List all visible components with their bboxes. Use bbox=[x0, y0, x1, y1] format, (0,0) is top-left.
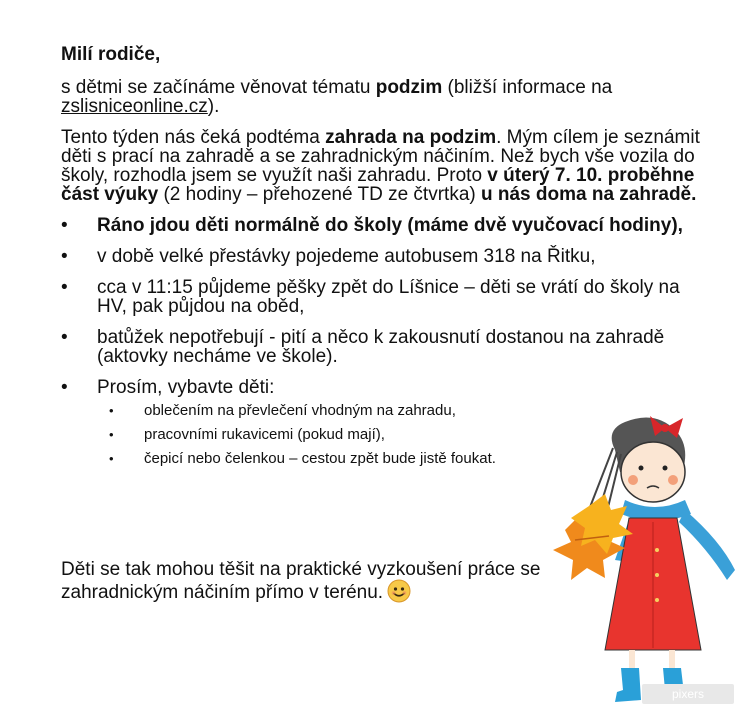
week-text-3: (2 hodiny – přehozené TD ze čtvrtka) bbox=[158, 184, 481, 205]
intro-text-3: ). bbox=[207, 96, 220, 117]
list-item bbox=[61, 216, 701, 235]
sub-list-item: • oblečením na převlečení vhodným na zahradu, bbox=[97, 403, 701, 419]
greeting: Milí rodiče, bbox=[61, 44, 161, 65]
smiley-face-icon bbox=[387, 579, 411, 607]
week-paragraph bbox=[61, 128, 701, 204]
intro-text-1: s dětmi se začínáme věnovat tématu bbox=[61, 77, 376, 98]
week-place-bold: u nás doma na zahradě. bbox=[481, 184, 697, 205]
intro-text-2: (bližší informace na bbox=[442, 77, 613, 98]
sub-list-item: • čepicí nebo čelenkou – cestou zpět bude jistě foukat. bbox=[97, 451, 701, 467]
intro-paragraph bbox=[61, 78, 701, 116]
website-link[interactable]: zslisniceonline.cz bbox=[61, 96, 208, 117]
list-item: • batůžek nepotřebují - pití a něco k zakousnutí dostanou na zahradě (aktovky necháme ve škole). bbox=[61, 328, 701, 366]
week-text-2: . Mým cílem je seznámit děti s prací na zahradě a se zahradnickým náčiním. Než bych vše vozila do školy, rozhodla jsem se využít naši zahradu. Proto bbox=[61, 127, 700, 186]
sub-list-item: • pracovními rukavicemi (pokud mají), bbox=[97, 427, 701, 443]
girl-with-autumn-leaves-illustration bbox=[545, 410, 745, 710]
watermark: pixers bbox=[642, 684, 734, 704]
list-item-text: Ráno jdou děti normálně do školy (máme dvě vyučovací hodiny), bbox=[97, 215, 683, 236]
list-item: • cca v 11:15 půjdeme pěšky zpět do Líšnice – děti se vrátí do školy na HV, pak půjdou na oběd, bbox=[61, 278, 701, 316]
week-date-bold: v úterý 7. 10. proběhne část výuky bbox=[61, 165, 695, 205]
list-item-text: Prosím, vybavte děti: bbox=[97, 377, 275, 398]
list-item: • v době velké přestávky pojedeme autobusem 318 na Řitku, bbox=[61, 247, 701, 266]
week-text-1: Tento týden nás čeká podtéma bbox=[61, 127, 326, 148]
week-subtopic: zahrada na podzim bbox=[325, 127, 497, 148]
closing-text: Děti se tak mohou těšit na praktické vyzkoušení práce se zahradnickým náčiním přímo v terénu. bbox=[61, 559, 541, 604]
intro-topic: podzim bbox=[375, 77, 443, 98]
closing-paragraph bbox=[61, 560, 621, 607]
